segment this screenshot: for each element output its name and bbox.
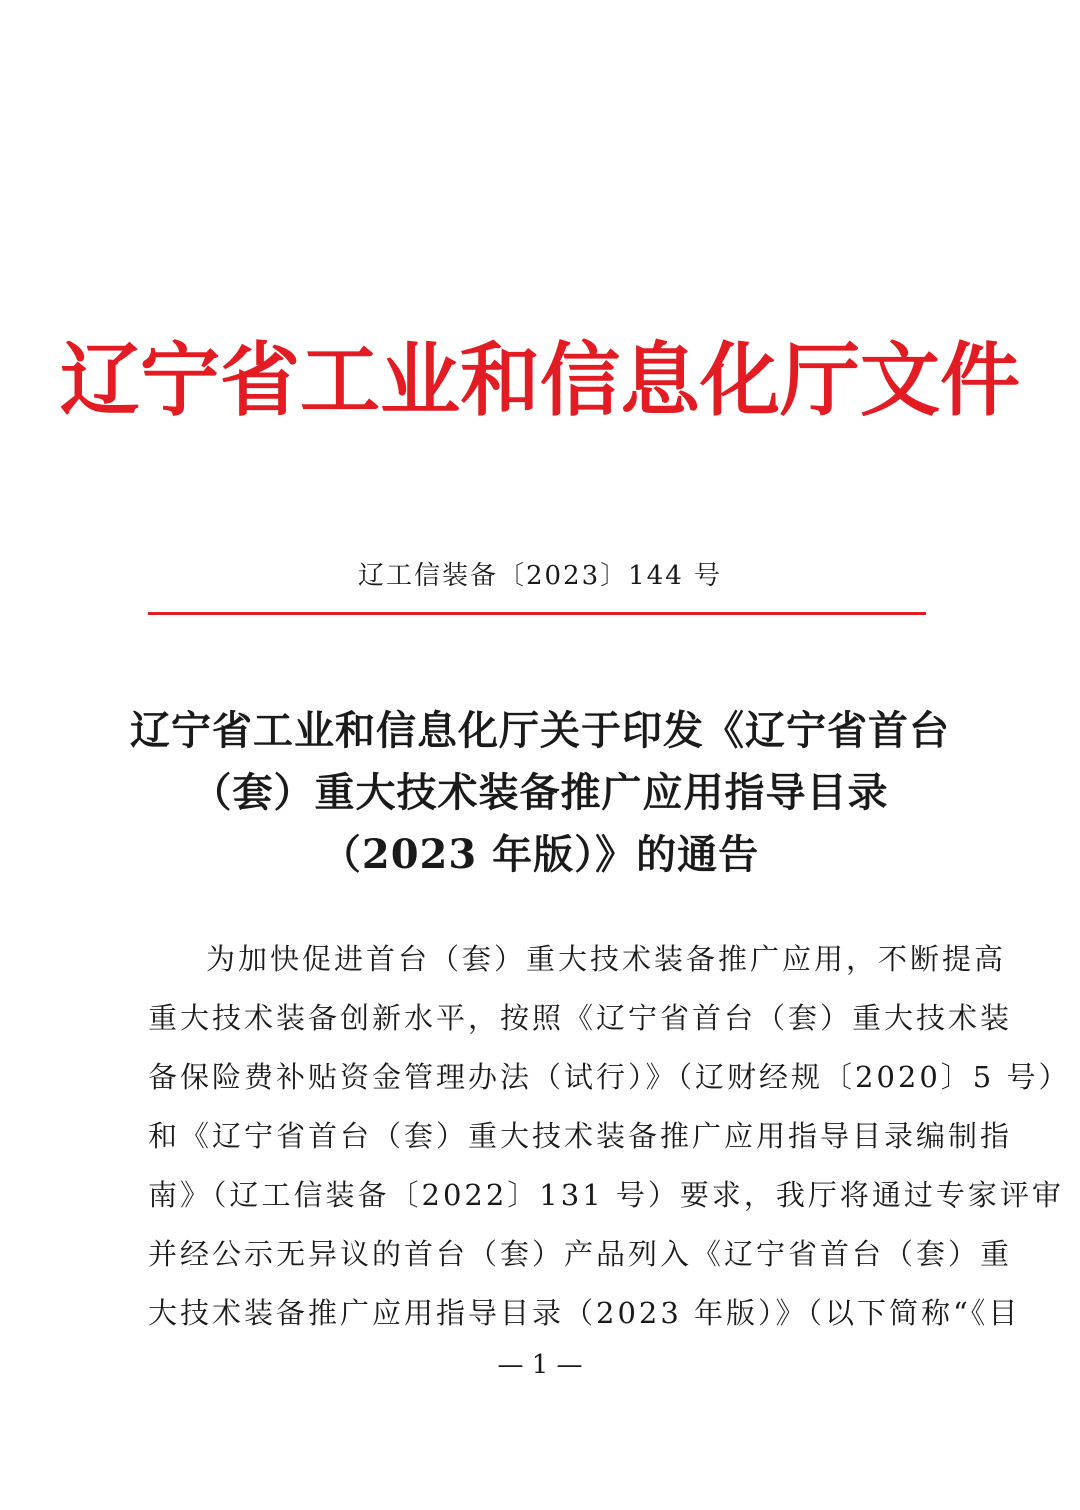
notice-title: [120, 700, 960, 886]
notice-title-line: （套）重大技术装备推广应用指导目录: [191, 769, 889, 816]
page-number: — 1 —: [497, 1350, 583, 1380]
body-line: 备保险费补贴资金管理办法（试行）》（辽财经规〔2020〕5 号）: [148, 1060, 1071, 1094]
body-line: 重大技术装备创新水平，按照《辽宁省首台（套）重大技术装: [148, 1001, 1013, 1035]
notice-title-line: （2023 年版）》的通告: [320, 831, 760, 878]
notice-title-line: 辽宁省工业和信息化厅关于印发《辽宁省首台: [130, 707, 950, 754]
body-line: 大技术装备推广应用指导目录（2023 年版）》（以下简称“《目: [148, 1296, 1021, 1330]
document-masthead: 辽宁省工业和信息化厅文件: [60, 333, 1020, 427]
body-line: 为加快促进首台（套）重大技术装备推广应用，不断提高: [206, 942, 1007, 976]
body-line: 南》（辽工信装备〔2022〕131 号）要求，我厅将通过专家评审: [148, 1178, 1064, 1212]
body-paragraph: [148, 930, 1071, 1343]
body-line: 并经公示无异议的首台（套）产品列入《辽宁省首台（套）重: [148, 1237, 1013, 1271]
red-divider-line: [148, 612, 926, 615]
body-line: 和《辽宁省首台（套）重大技术装备推广应用指导目录编制指: [148, 1119, 1013, 1153]
document-number: 辽工信装备〔2023〕144 号: [357, 561, 723, 591]
